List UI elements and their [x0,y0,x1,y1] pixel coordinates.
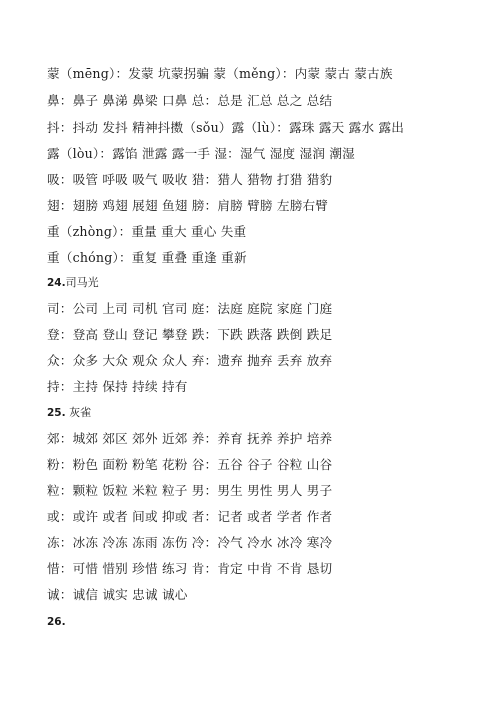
vocab-line: 惜：可惜 惜别 珍惜 练习 肯：肯定 中肯 不肯 恳切 [47,561,333,576]
vocab-line: 诚：诚信 诚实 忠诚 诚心 [47,587,188,602]
vocab-line: 翅：翅膀 鸡翅 展翅 鱼翅 膀：肩膀 臂膀 左膀右臂 [47,198,329,213]
vocab-line: 蒙（mēng）：发蒙 坑蒙拐骗 蒙（měng）：内蒙 蒙古 蒙古族 [47,66,393,81]
vocab-line: 抖：抖动 发抖 精神抖擞（sǒu）露（lù）：露珠 露天 露水 露出 [47,120,405,135]
vocab-line: 粒：颗粒 饭粒 米粒 粒子 男：男生 男性 男人 男子 [47,483,333,498]
lesson-number: 26. [47,616,66,628]
vocab-line: 司：公司 上司 司机 官司 庭：法庭 庭院 家庭 门庭 [47,301,333,316]
vocab-line: 重（zhòng）：重量 重大 重心 失重 [47,224,247,239]
lesson-heading [47,275,99,291]
vocab-line: 冻：冰冻 冷冻 冻雨 冻伤 冷：冷气 冷水 冰冷 寒冷 [47,535,333,550]
lesson-title: 灰雀 [65,406,92,419]
lesson-title: 司马光 [65,276,99,289]
vocab-line: 吸：吸管 呼吸 吸气 吸收 猎：猎人 猎物 打猎 猎豹 [47,172,333,187]
vocab-line: 重（chóng）：重复 重叠 重逢 重新 [47,250,247,265]
vocab-line: 粉：粉色 面粉 粉笔 花粉 谷：五谷 谷子 谷粒 山谷 [47,457,333,472]
lesson-heading [47,405,91,421]
lesson-number: 24. [47,277,66,289]
vocab-line: 众：众多 大众 观众 众人 弃：遗弃 抛弃 丢弃 放弃 [47,353,333,368]
vocab-line: 鼻：鼻子 鼻涕 鼻梁 口鼻 总：总是 汇总 总之 总结 [47,93,333,108]
vocab-line: 登：登高 登山 登记 攀登 跌：下跌 跌落 跌倒 跌足 [47,327,333,342]
vocab-line: 或：或许 或者 间或 抑或 者：记者 或者 学者 作者 [47,509,333,524]
vocab-line: 露（lòu）：露馅 泄露 露一手 湿：湿气 湿度 湿润 潮湿 [47,146,355,161]
lesson-number: 25. [47,407,66,419]
lesson-heading [47,614,66,630]
vocab-line: 郊：城郊 郊区 郊外 近郊 养：养育 抚养 养护 培养 [47,431,333,446]
vocab-line: 持：主持 保持 持续 持有 [47,379,188,394]
